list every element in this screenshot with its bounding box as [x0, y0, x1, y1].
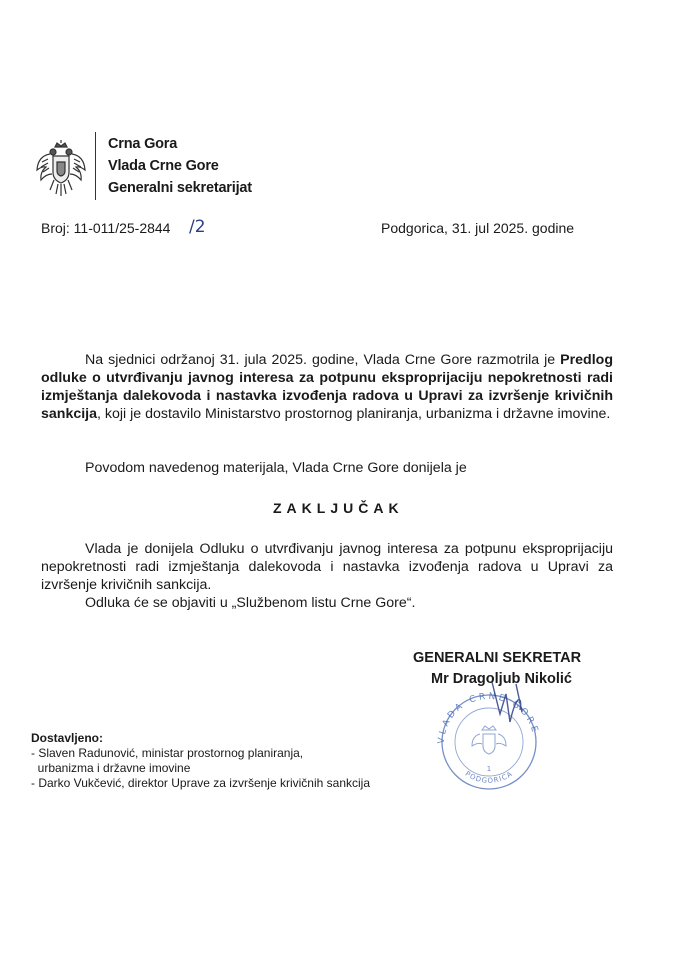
signatory-name: Mr Dragoljub Nikolić [431, 671, 572, 687]
office-name: Generalni sekretarijat [108, 180, 252, 196]
place-date: Podgorica, 31. jul 2025. godine [381, 220, 575, 236]
paragraph-adopted-text: Povodom navedenog materijala, Vlada Crne Gore donijela je [85, 460, 467, 476]
reference-handwritten-suffix: /2 [189, 217, 206, 237]
header-divider [95, 132, 96, 200]
stamp-text-bottom: PODGORICA [463, 769, 515, 785]
distribution-item: urbanizma i državne imovine [31, 761, 191, 775]
paragraph-session [41, 351, 613, 423]
distribution-item: - Slaven Radunović, ministar prostornog planiranja, [31, 746, 304, 760]
distribution-item: - Darko Vukčević, direktor Uprave za izvršenje krivičnih sankcija [31, 776, 370, 790]
stamp-number: 1 [486, 765, 492, 773]
country-name: Crna Gora [108, 136, 178, 152]
distribution-title: Dostavljeno: [31, 731, 104, 745]
paragraph-session-subject: Predlog odluke o utvrđivanju javnog interesa za potpunu eksproprijaciju nepokretnosti radi izmještanja dalekovoda i nastavka izvođenja radova u Upravi za izvršenje krivičnih sankcija [41, 352, 613, 422]
government-name: Vlada Crne Gore [108, 158, 219, 174]
conclusion-title: ZAKLJUČAK [273, 500, 404, 516]
signatory-role: GENERALNI SEKRETAR [413, 650, 582, 666]
paragraph-session-outro: , koji je dostavilo Ministarstvo prostornog planiranja, urbanizma i državne imovine. [97, 406, 611, 422]
paragraph-decision-text: Vlada je donijela Odluku o utvrđivanju javnog interesa za potpunu eksproprijaciju nepokretnosti radi izmještanja dalekovoda i nastavka izvođenja radova u Upravi za izvršenje krivičnih sankcija. [41, 541, 613, 593]
paragraph-session-intro: Na sjednici održanoj 31. jula 2025. godine, Vlada Crne Gore razmotrila je [85, 352, 561, 368]
coat-of-arms-icon [36, 140, 86, 198]
paragraph-publication-text: Odluka će se objaviti u „Službenom listu Crne Gore“. [85, 595, 416, 611]
paragraph-publication [41, 594, 613, 612]
paragraph-decision [41, 540, 613, 594]
handwritten-signature [470, 664, 550, 744]
reference-number: Broj: 11-011/25-2844 [41, 220, 171, 236]
stamp-text-top: VLADA CRNE GORE [436, 691, 541, 745]
paragraph-adopted [41, 459, 613, 477]
